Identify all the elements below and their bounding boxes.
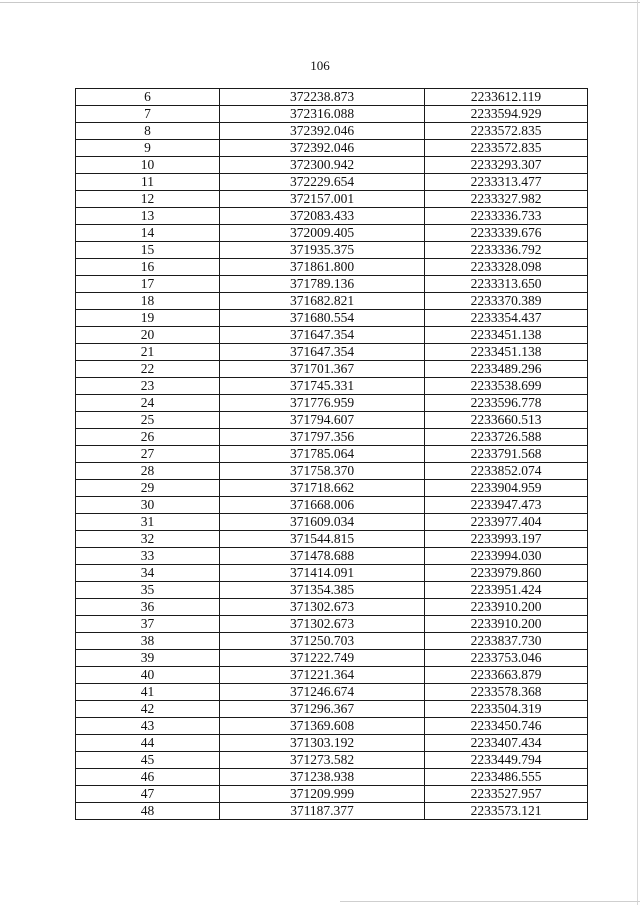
x-coordinate-cell: 371861.800	[220, 259, 425, 276]
table-row	[76, 378, 588, 395]
point-number-cell: 35	[76, 582, 220, 599]
y-coordinate-cell: 2233407.434	[425, 735, 588, 752]
table-row	[76, 344, 588, 361]
table-row	[76, 463, 588, 480]
x-coordinate-cell: 371609.034	[220, 514, 425, 531]
table-row	[76, 446, 588, 463]
y-coordinate-cell: 2233663.879	[425, 667, 588, 684]
point-number-cell: 9	[76, 140, 220, 157]
x-coordinate-cell: 371718.662	[220, 480, 425, 497]
point-number-cell: 45	[76, 752, 220, 769]
table-row	[76, 242, 588, 259]
y-coordinate-cell: 2233451.138	[425, 327, 588, 344]
y-coordinate-cell: 2233837.730	[425, 633, 588, 650]
point-number-cell: 16	[76, 259, 220, 276]
x-coordinate-cell: 371776.959	[220, 395, 425, 412]
point-number-cell: 24	[76, 395, 220, 412]
y-coordinate-cell: 2233660.513	[425, 412, 588, 429]
x-coordinate-cell: 371789.136	[220, 276, 425, 293]
table-row	[76, 582, 588, 599]
x-coordinate-cell: 371302.673	[220, 599, 425, 616]
table-row	[76, 480, 588, 497]
y-coordinate-cell: 2233910.200	[425, 599, 588, 616]
table-row	[76, 667, 588, 684]
x-coordinate-cell: 371238.938	[220, 769, 425, 786]
point-number-cell: 28	[76, 463, 220, 480]
y-coordinate-cell: 2233594.929	[425, 106, 588, 123]
table-row	[76, 361, 588, 378]
table-row	[76, 208, 588, 225]
point-number-cell: 14	[76, 225, 220, 242]
point-number-cell: 32	[76, 531, 220, 548]
point-number-cell: 11	[76, 174, 220, 191]
x-coordinate-cell: 371682.821	[220, 293, 425, 310]
point-number-cell: 41	[76, 684, 220, 701]
table-row	[76, 395, 588, 412]
point-number-cell: 44	[76, 735, 220, 752]
x-coordinate-cell: 371209.999	[220, 786, 425, 803]
y-coordinate-cell: 2233753.046	[425, 650, 588, 667]
y-coordinate-cell: 2233951.424	[425, 582, 588, 599]
point-number-cell: 42	[76, 701, 220, 718]
table-row	[76, 514, 588, 531]
table-row	[76, 616, 588, 633]
point-number-cell: 43	[76, 718, 220, 735]
point-number-cell: 7	[76, 106, 220, 123]
point-number-cell: 10	[76, 157, 220, 174]
y-coordinate-cell: 2233979.860	[425, 565, 588, 582]
point-number-cell: 36	[76, 599, 220, 616]
y-coordinate-cell: 2233578.368	[425, 684, 588, 701]
table-row	[76, 106, 588, 123]
table-row	[76, 259, 588, 276]
point-number-cell: 37	[76, 616, 220, 633]
x-coordinate-cell: 372009.405	[220, 225, 425, 242]
y-coordinate-cell: 2233977.404	[425, 514, 588, 531]
table-row	[76, 548, 588, 565]
y-coordinate-cell: 2233994.030	[425, 548, 588, 565]
x-coordinate-cell: 372238.873	[220, 89, 425, 106]
point-number-cell: 25	[76, 412, 220, 429]
y-coordinate-cell: 2233489.296	[425, 361, 588, 378]
point-number-cell: 38	[76, 633, 220, 650]
y-coordinate-cell: 2233336.733	[425, 208, 588, 225]
x-coordinate-cell: 372229.654	[220, 174, 425, 191]
y-coordinate-cell: 2233313.650	[425, 276, 588, 293]
page-bottom-edge	[340, 901, 640, 902]
x-coordinate-cell: 371222.749	[220, 650, 425, 667]
x-coordinate-cell: 371745.331	[220, 378, 425, 395]
y-coordinate-cell: 2233904.959	[425, 480, 588, 497]
x-coordinate-cell: 371354.385	[220, 582, 425, 599]
point-number-cell: 26	[76, 429, 220, 446]
table-row	[76, 191, 588, 208]
y-coordinate-cell: 2233451.138	[425, 344, 588, 361]
point-number-cell: 22	[76, 361, 220, 378]
point-number-cell: 33	[76, 548, 220, 565]
y-coordinate-cell: 2233538.699	[425, 378, 588, 395]
table-row	[76, 140, 588, 157]
y-coordinate-cell: 2233572.835	[425, 123, 588, 140]
point-number-cell: 18	[76, 293, 220, 310]
table-row	[76, 157, 588, 174]
table-row	[76, 718, 588, 735]
y-coordinate-cell: 2233449.794	[425, 752, 588, 769]
point-number-cell: 46	[76, 769, 220, 786]
x-coordinate-cell: 371478.688	[220, 548, 425, 565]
y-coordinate-cell: 2233527.957	[425, 786, 588, 803]
x-coordinate-cell: 371296.367	[220, 701, 425, 718]
table-row	[76, 412, 588, 429]
y-coordinate-cell: 2233336.792	[425, 242, 588, 259]
point-number-cell: 23	[76, 378, 220, 395]
y-coordinate-cell: 2233313.477	[425, 174, 588, 191]
table-row	[76, 786, 588, 803]
point-number-cell: 15	[76, 242, 220, 259]
table-row	[76, 565, 588, 582]
point-number-cell: 12	[76, 191, 220, 208]
x-coordinate-cell: 372392.046	[220, 123, 425, 140]
y-coordinate-cell: 2233910.200	[425, 616, 588, 633]
y-coordinate-cell: 2233572.835	[425, 140, 588, 157]
page-right-edge	[637, 0, 638, 905]
point-number-cell: 6	[76, 89, 220, 106]
x-coordinate-cell: 371647.354	[220, 327, 425, 344]
page-number: 106	[310, 58, 330, 73]
table-row	[76, 803, 588, 820]
y-coordinate-cell: 2233370.389	[425, 293, 588, 310]
page-top-edge	[0, 2, 640, 3]
table-row	[76, 174, 588, 191]
point-number-cell: 39	[76, 650, 220, 667]
point-number-cell: 31	[76, 514, 220, 531]
x-coordinate-cell: 371701.367	[220, 361, 425, 378]
x-coordinate-cell: 371250.703	[220, 633, 425, 650]
table-row	[76, 752, 588, 769]
y-coordinate-cell: 2233450.746	[425, 718, 588, 735]
table-row	[76, 225, 588, 242]
y-coordinate-cell: 2233573.121	[425, 803, 588, 820]
table-row	[76, 735, 588, 752]
y-coordinate-cell: 2233596.778	[425, 395, 588, 412]
point-number-cell: 29	[76, 480, 220, 497]
table-row	[76, 684, 588, 701]
x-coordinate-cell: 371785.064	[220, 446, 425, 463]
y-coordinate-cell: 2233612.119	[425, 89, 588, 106]
x-coordinate-cell: 371246.674	[220, 684, 425, 701]
point-number-cell: 40	[76, 667, 220, 684]
point-number-cell: 30	[76, 497, 220, 514]
y-coordinate-cell: 2233339.676	[425, 225, 588, 242]
x-coordinate-cell: 371302.673	[220, 616, 425, 633]
point-number-cell: 19	[76, 310, 220, 327]
table-row	[76, 123, 588, 140]
table-row	[76, 429, 588, 446]
table-row	[76, 293, 588, 310]
point-number-cell: 34	[76, 565, 220, 582]
y-coordinate-cell: 2233791.568	[425, 446, 588, 463]
point-number-cell: 27	[76, 446, 220, 463]
point-number-cell: 8	[76, 123, 220, 140]
x-coordinate-cell: 371758.370	[220, 463, 425, 480]
x-coordinate-cell: 372300.942	[220, 157, 425, 174]
point-number-cell: 48	[76, 803, 220, 820]
x-coordinate-cell: 371797.356	[220, 429, 425, 446]
x-coordinate-cell: 372316.088	[220, 106, 425, 123]
point-number-cell: 21	[76, 344, 220, 361]
x-coordinate-cell: 371794.607	[220, 412, 425, 429]
table-row	[76, 310, 588, 327]
table-row	[76, 701, 588, 718]
table-row	[76, 497, 588, 514]
x-coordinate-cell: 371187.377	[220, 803, 425, 820]
point-number-cell: 47	[76, 786, 220, 803]
table-row	[76, 769, 588, 786]
table-row	[76, 89, 588, 106]
x-coordinate-cell: 371221.364	[220, 667, 425, 684]
x-coordinate-cell: 371647.354	[220, 344, 425, 361]
coordinates-table	[75, 88, 588, 820]
y-coordinate-cell: 2233947.473	[425, 497, 588, 514]
table-row	[76, 633, 588, 650]
y-coordinate-cell: 2233354.437	[425, 310, 588, 327]
table-row	[76, 327, 588, 344]
y-coordinate-cell: 2233328.098	[425, 259, 588, 276]
table-row	[76, 276, 588, 293]
point-number-cell: 13	[76, 208, 220, 225]
x-coordinate-cell: 371544.815	[220, 531, 425, 548]
y-coordinate-cell: 2233486.555	[425, 769, 588, 786]
x-coordinate-cell: 371369.608	[220, 718, 425, 735]
x-coordinate-cell: 371273.582	[220, 752, 425, 769]
x-coordinate-cell: 372392.046	[220, 140, 425, 157]
y-coordinate-cell: 2233504.319	[425, 701, 588, 718]
x-coordinate-cell: 371680.554	[220, 310, 425, 327]
y-coordinate-cell: 2233293.307	[425, 157, 588, 174]
table-row	[76, 531, 588, 548]
point-number-cell: 17	[76, 276, 220, 293]
table-row	[76, 650, 588, 667]
x-coordinate-cell: 371935.375	[220, 242, 425, 259]
y-coordinate-cell: 2233726.588	[425, 429, 588, 446]
point-number-cell: 20	[76, 327, 220, 344]
x-coordinate-cell: 371303.192	[220, 735, 425, 752]
x-coordinate-cell: 372157.001	[220, 191, 425, 208]
y-coordinate-cell: 2233993.197	[425, 531, 588, 548]
x-coordinate-cell: 371414.091	[220, 565, 425, 582]
x-coordinate-cell: 372083.433	[220, 208, 425, 225]
y-coordinate-cell: 2233327.982	[425, 191, 588, 208]
y-coordinate-cell: 2233852.074	[425, 463, 588, 480]
coordinates-table-body	[76, 89, 588, 820]
table-row	[76, 599, 588, 616]
x-coordinate-cell: 371668.006	[220, 497, 425, 514]
